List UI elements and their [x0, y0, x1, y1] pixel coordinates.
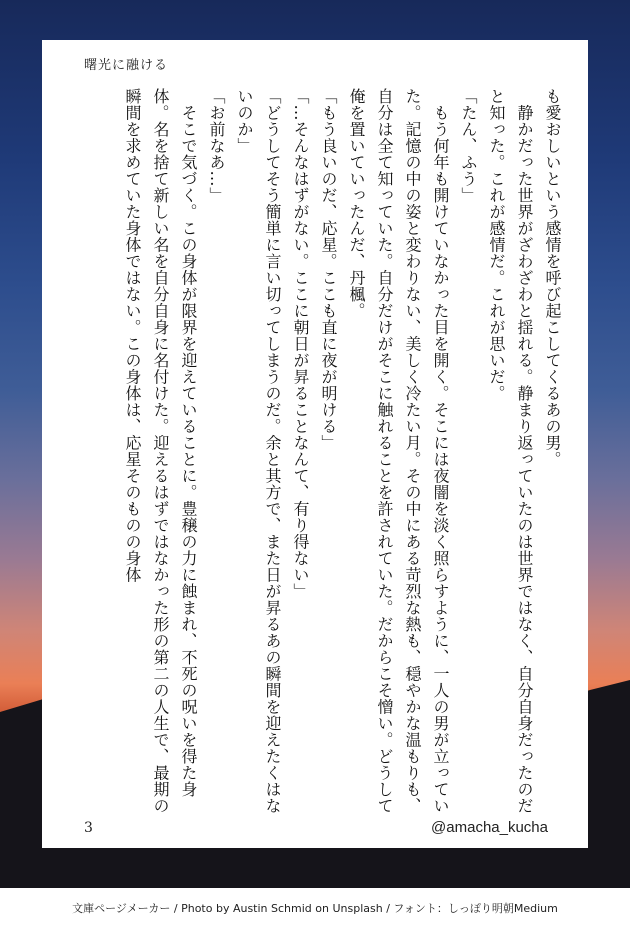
credit-bar: [0, 888, 630, 928]
author-handle: @amacha_kucha: [431, 819, 548, 836]
paragraph: もう何年も開けていなかった目を開く。そこには夜闇を淡く照らすように、一人の男が立っていた。記憶の中の姿と変わりない、美しく冷たい月。その中にある苛烈な熱も、穏やかな温もりも、自分は全て知っていた。自分だけがそこに触れることを許されていた。だからこそ憎い。どうして俺を置いていったんだ、丹楓。: [347, 88, 450, 814]
paragraph: 「どうしてそう簡単に言い切ってしまうのだ。余と其方で、また日が昇るあの瞬間を迎えたくはないのか」: [235, 88, 282, 814]
page-number: 3: [84, 820, 93, 836]
body-text: [66, 88, 566, 818]
paragraph: 「お前なあ…」: [207, 88, 226, 204]
paragraph: そこで気づく。この身体が限界を迎えていることに。豊穣の力に蝕まれ、不死の呪いを得た身体。名を捨て新しい名を自分自身に名付けた。迎えるはずではなかった形の第二の人生で、最期の瞬間を求めていた身体ではない。この身体は、応星そのものの身体: [123, 88, 198, 814]
paragraph: 「たん、ふう」: [459, 88, 478, 204]
book-page: [42, 40, 588, 848]
paragraph: も愛おしいという感情を呼び起こしてくるあの男。: [543, 88, 562, 468]
paragraph: 静かだった世界がざわざわと揺れる。静まり返っていたのは世界ではなく、自分自身だったのだと知った。これが感情だ。これが思いだ。: [487, 88, 534, 814]
book-title: 曙光に融ける: [84, 58, 169, 73]
paragraph: 「…そんなはずがない。ここに朝日が昇ることなんて、有り得ない」: [291, 88, 310, 600]
credit-text: 文庫ページメーカー / Photo by Austin Schmid on Unsplash / フォント：しっぽり明朝Medium: [72, 902, 558, 915]
paragraph: 「もう良いのだ、応星。ここも直に夜が明ける」: [319, 88, 338, 451]
